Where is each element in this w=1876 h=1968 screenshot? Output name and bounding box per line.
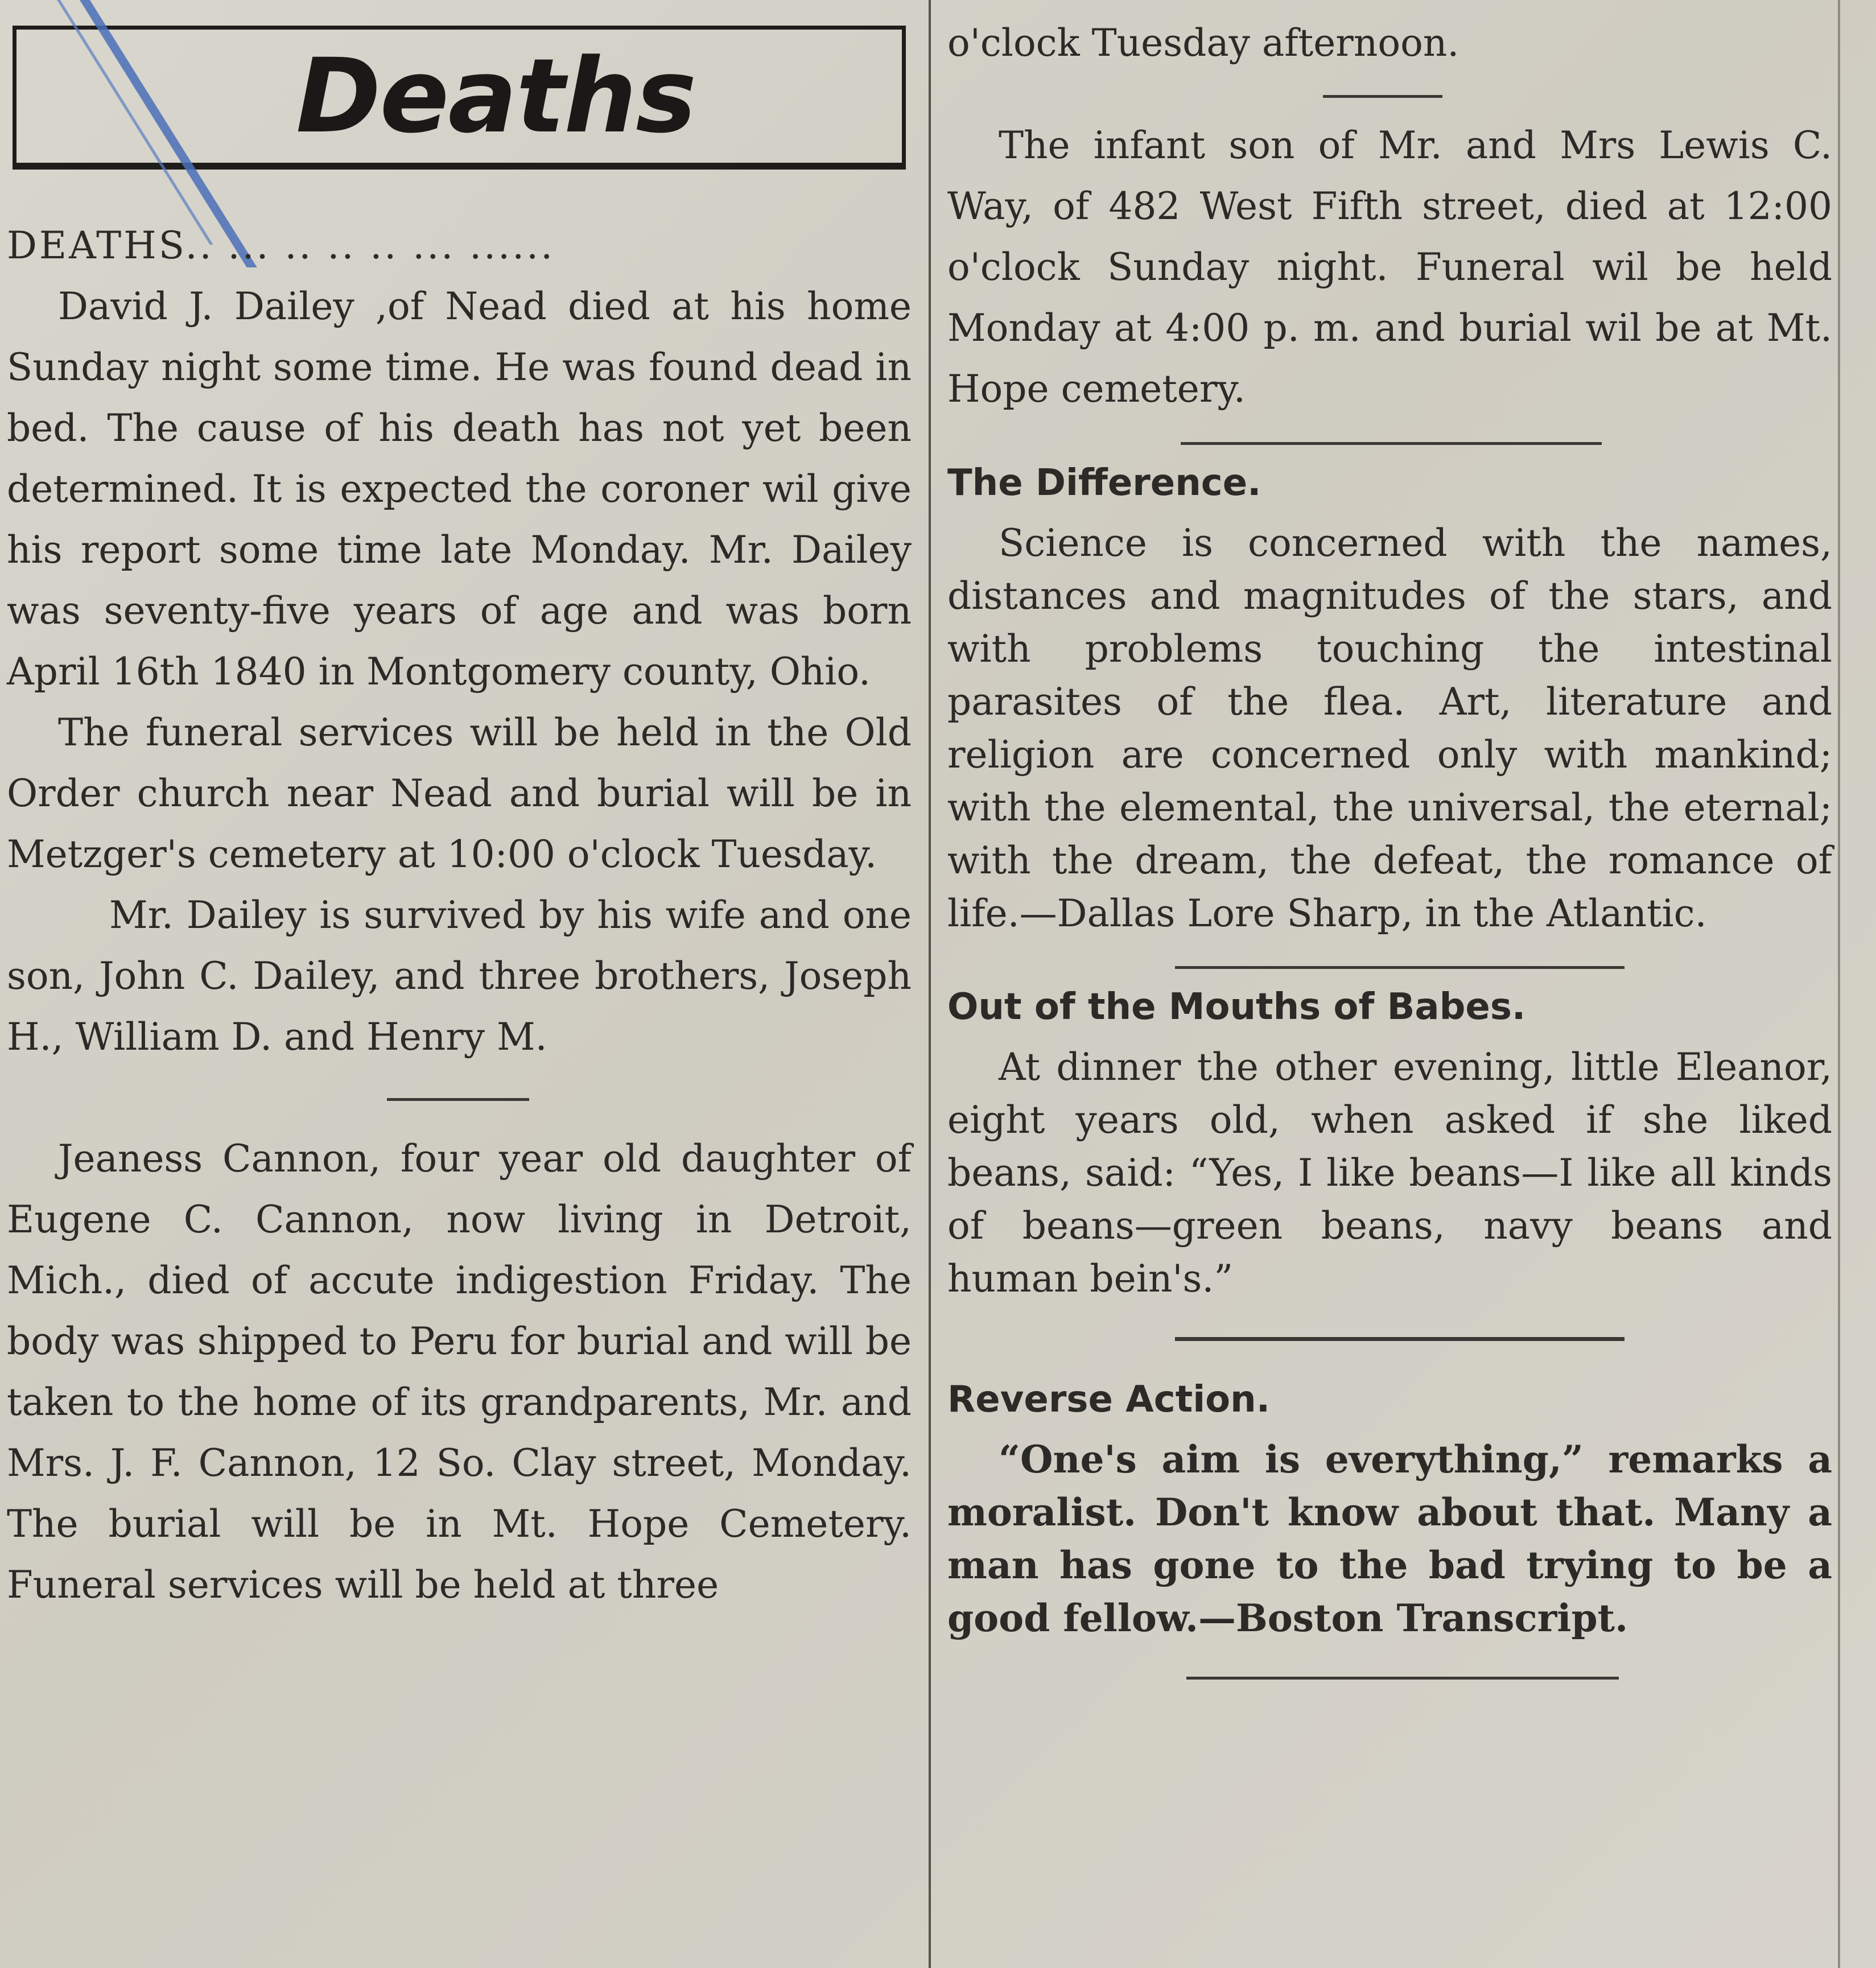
reverse-action-paragraph: “One's aim is everything,” remarks a moralist. Don't know about that. Many a man has gone to the bad trying to be a good fellow.—Boston Transcript. [947,1437,1832,1640]
babes-paragraph: At dinner the other evening, little Eleanor, eight years old, when asked if she liked beans, said: “Yes, I like beans—I like all kinds of beans—green beans, navy beans and human bein's.” [947,1045,1832,1301]
page-edge [1838,0,1840,1968]
separator-rule [1175,1337,1625,1341]
babes-heading: Out of the Mouths of Babes. [947,986,1526,1028]
reverse-action-heading: Reverse Action. [947,1379,1270,1421]
way-obituary-paragraph: The infant son of Mr. and Mrs Lewis C. Way, of 482 West Fifth street, died at 12:00 o'clock Sunday night. Funeral wil be held Monday at 4:00 p. m. and burial wil be at Mt. Hope cemetery. [947,123,1832,411]
difference-paragraph: Science is concerned with the names, distances and magnitudes of the stars, and with problems touching the intestinal parasites of the flea. Art, literature and religion are concerned only with mankind; with the elemental, the universal, the eternal; with the dream, the defeat, the romance of life.—Dallas Lore Sharp, in the Atlantic. [947,521,1832,935]
headline-box-rule [13,163,906,170]
page-title: Deaths [296,37,696,156]
column-rule [929,0,931,1968]
dailey-funeral-paragraph: The funeral services will be held in the Old Order church near Nead and burial will be in Metzger's cemetery at 10:00 o'clock Tuesday. [7,711,912,876]
separator-rule [1186,1677,1619,1680]
cannon-continuation: o'clock Tuesday afternoon. [947,21,1459,65]
dailey-obituary-paragraph: David J. Dailey ,of Nead died at his home Sunday night some time. He was found dead in bed. The cause of his death has not yet been determined. It is expected the coroner wil give his report some time late Monday. Mr. Dailey was seventy-five years of age and was born April 16th 1840 in Montgomery county, Ohio. [7,284,912,694]
difference-heading: The Difference. [947,462,1261,504]
left-column [7,215,912,1615]
section-label: DEATHS.. ... .. .. .. ... ...... [7,224,555,267]
cannon-obituary-paragraph: Jeaness Cannon, four year old daughter of Eugene C. Cannon, now living in Detroit, Mich., died of accute indigestion Friday. The body was shipped to Peru for burial and will be taken to the home of its grandparents, Mr. and Mrs. J. F. Cannon, 12 So. Clay street, Monday. The burial will be in Mt. Hope Cemetery. Funeral services will be held at three [7,1137,912,1607]
dailey-survivors-paragraph: Mr. Dailey is survived by his wife and one son, John C. Dailey, and three brothers, Joseph H., William D. and Henry M. [7,893,912,1059]
right-column [947,13,1832,1680]
